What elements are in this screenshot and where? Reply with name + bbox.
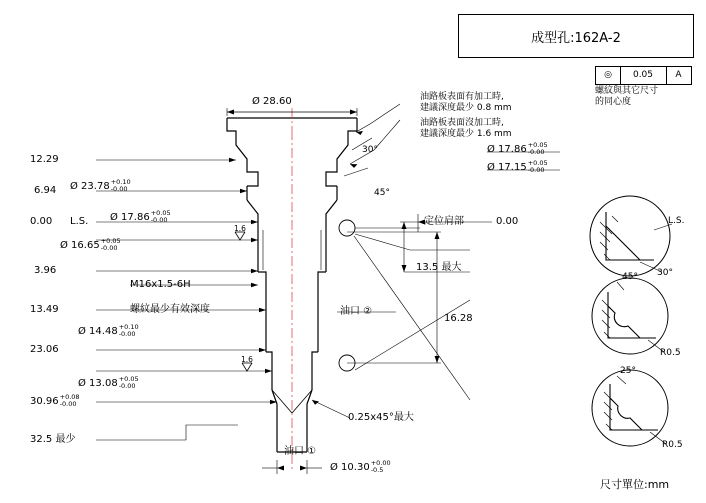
note-unmachined-surface (420, 118, 512, 140)
pos-30-96-tol-up: +0.08 (59, 393, 80, 401)
pos-13-49: 13.49 (30, 304, 59, 315)
dim-14-48-value: Ø 14.48 (78, 326, 118, 337)
detail-bot-angle-label: 25° (620, 366, 636, 376)
angle-30-label: 30° (362, 145, 378, 155)
dim-17-86-right-value: Ø 17.86 (487, 144, 527, 155)
port-2-label: 油口 ② (340, 306, 373, 317)
dim-10-30 (330, 460, 391, 474)
tolerance-note-line1: 螺紋與其它尺寸 (595, 86, 659, 96)
datum-letter: A (675, 70, 682, 80)
detail-mid-angle-label: 45° (622, 272, 638, 282)
port-1-label: 油口 ① (284, 446, 317, 457)
dim-13-08-value: Ø 13.08 (78, 378, 118, 389)
dim-17-86-left-tol-up: +0.05 (150, 209, 171, 217)
dim-17-15-right (487, 160, 548, 174)
note-machined-surface (420, 92, 512, 114)
dim-17-86-right-tol-dn: -0.00 (527, 148, 545, 156)
detail-top-angle-label: 30° (657, 268, 673, 278)
pos-6-94: 6.94 (34, 185, 57, 196)
dim-10-30-tol-up: +0.00 (370, 459, 391, 467)
pos-30-96 (30, 394, 80, 408)
pos-32-5-min: 32.5 最少 (30, 434, 76, 445)
dim-10-30-tol-dn: -0.5 (370, 466, 384, 474)
pos-12-29: 12.29 (30, 154, 59, 165)
dim-17-86-left-tol-dn: -0.00 (150, 216, 168, 224)
concentricity-symbol-icon: ◎ (604, 70, 612, 80)
detail-top-ls-label: L.S. (668, 216, 685, 226)
dim-13-08-tol-dn: -0.00 (118, 382, 136, 390)
pos-0-00: 0.00 (30, 216, 53, 227)
thread-spec-m16: M16x1.5-6H (130, 279, 191, 290)
tolerance-note (595, 86, 658, 108)
dim-23-78-tol-dn: -0.00 (110, 185, 128, 193)
dim-14-48 (78, 324, 139, 338)
angle-45-label: 45° (374, 188, 390, 198)
dim-10-30-value: Ø 10.30 (330, 462, 370, 473)
title-label: 成型孔:162A-2 (531, 31, 621, 46)
dim-17-15-tol-up: +0.05 (527, 159, 548, 167)
tolerance-value: 0.05 (632, 70, 654, 80)
dim-23-78-tol-up: +0.10 (110, 178, 131, 186)
pos-3-96: 3.96 (34, 265, 57, 276)
title-block (458, 14, 694, 58)
chamfer-0-25-note: 0.25x45°最大 (348, 412, 414, 423)
note-1-line1: 油路板表面有加工時, (420, 92, 504, 102)
ls-label: L.S. (70, 216, 89, 227)
units-label: 尺寸單位:mm (600, 478, 670, 491)
dim-od-28-60: Ø 28.60 (252, 96, 292, 107)
dim-16-65-tol-up: +0.05 (100, 237, 121, 245)
dim-16-28: 16.28 (444, 313, 473, 324)
roughness-1-6-lower: 1.6 (241, 355, 253, 364)
dim-14-48-tol-up: +0.10 (118, 323, 139, 331)
dim-16-65-tol-dn: -0.00 (100, 244, 118, 252)
concentricity-tolerance-frame (595, 66, 692, 85)
zero-reference-right: 0.00 (496, 216, 519, 227)
pos-23-06: 23.06 (30, 344, 59, 355)
note-2-line1: 油路板表面沒加工時, (420, 118, 504, 128)
dim-13-08 (78, 376, 139, 390)
dim-17-86-left (110, 210, 171, 224)
dim-17-15-tol-dn: -0.00 (527, 166, 545, 174)
thread-depth-note: 螺紋最少有效深度 (130, 304, 210, 315)
dim-16-65-value: Ø 16.65 (60, 240, 100, 251)
note-1-line2: 建議深度最少 0.8 mm (420, 103, 512, 113)
tolerance-note-line2: 的同心度 (595, 97, 632, 107)
dim-23-78 (70, 179, 131, 193)
detail-bot-radius-label: R0.5 (662, 440, 683, 450)
locating-shoulder-label: 定位肩部 (424, 216, 464, 227)
pos-30-96-value: 30.96 (30, 396, 59, 407)
pos-30-96-tol-dn: -0.00 (59, 400, 77, 408)
dim-17-15-value: Ø 17.15 (487, 162, 527, 173)
dim-13-08-tol-up: +0.05 (118, 375, 139, 383)
roughness-1-6-upper: 1.6 (234, 224, 246, 233)
dim-16-65 (60, 238, 121, 252)
dim-17-86-right-tol-up: +0.05 (527, 141, 548, 149)
dim-14-48-tol-dn: -0.00 (118, 330, 136, 338)
dim-17-86-right (487, 142, 548, 156)
dim-17-86-left-value: Ø 17.86 (110, 212, 150, 223)
detail-mid-radius-label: R0.5 (660, 348, 681, 358)
note-2-line2: 建議深度最少 1.6 mm (420, 129, 512, 139)
dim-23-78-value: Ø 23.78 (70, 181, 110, 192)
dim-13-5-max: 13.5 最大 (416, 262, 462, 273)
